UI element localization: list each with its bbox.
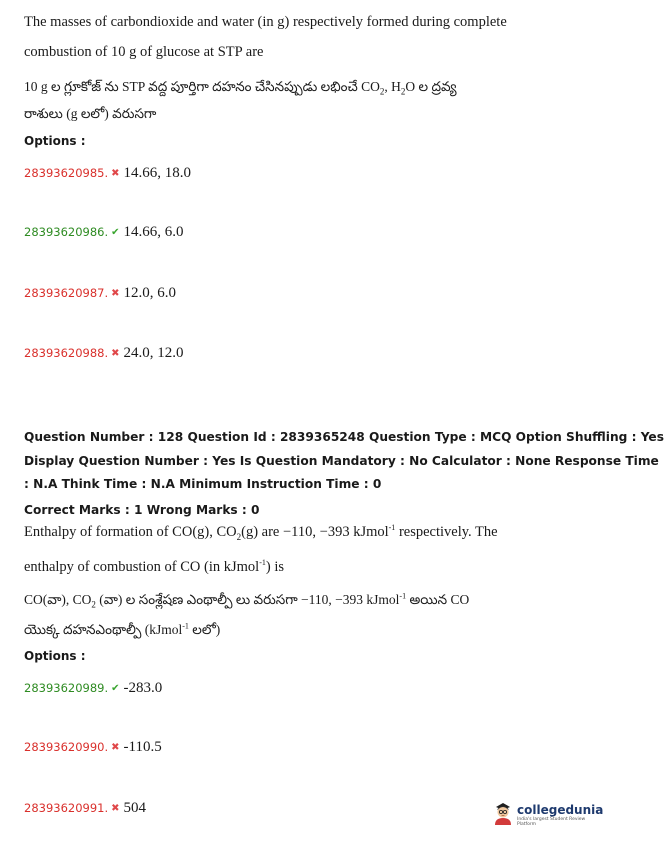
cross-mark-icon: ✖ bbox=[111, 288, 120, 299]
q1-telugu-segment: O ల ద్రవ్య bbox=[405, 79, 457, 94]
q1-telugu-subscript: 2 bbox=[379, 86, 385, 97]
option-value: -110.5 bbox=[123, 739, 162, 755]
q2-option-row bbox=[24, 680, 162, 697]
q1-text-line-1: The masses of carbondioxide and water (in g) respectively formed during complete bbox=[24, 14, 507, 30]
q1-telugu-segment: 10 g ల గ్లూకోజ్ ను STP వద్ద పూర్తిగా దహనం చేసినప్పుడు లభించే CO bbox=[24, 79, 380, 94]
option-id: 28393620989. bbox=[24, 681, 109, 695]
option-value: 14.66, 18.0 bbox=[123, 165, 192, 181]
q2-options-label: Options : bbox=[24, 649, 86, 663]
q2-meta-line-2: Display Question Number : Yes Is Question Mandatory : No Calculator : None Response Time bbox=[24, 454, 659, 468]
q1-option-row bbox=[24, 224, 184, 241]
q1-options-label: Options : bbox=[24, 134, 86, 148]
q1-option-row bbox=[24, 165, 191, 182]
check-mark-icon: ✔ bbox=[111, 683, 120, 694]
q2-telugu-superscript: -1 bbox=[399, 591, 407, 601]
q1-text-line-2: combustion of 10 g of glucose at STP are bbox=[24, 44, 264, 60]
q2-telugu-segment: అయిన CO bbox=[406, 592, 470, 607]
q1-telugu-subscript: 2 bbox=[400, 86, 406, 97]
q2-marks-line: Correct Marks : 1 Wrong Marks : 0 bbox=[24, 503, 260, 517]
q1-telugu-line-2: రాశులు (g లలో) వరుసగా bbox=[24, 106, 157, 121]
q2-text-segment: ) is bbox=[265, 559, 284, 575]
q2-text-superscript: -1 bbox=[259, 558, 266, 568]
q2-telugu-superscript: -1 bbox=[182, 621, 189, 631]
q2-meta-line-3: : N.A Think Time : N.A Minimum Instruction Time : 0 bbox=[24, 477, 382, 491]
student-avatar-icon bbox=[492, 798, 514, 831]
option-value: 14.66, 6.0 bbox=[123, 224, 184, 240]
q2-text-segment: (g) are −110, −393 kJmol bbox=[241, 524, 389, 540]
check-mark-icon: ✔ bbox=[111, 227, 120, 238]
option-value: 24.0, 12.0 bbox=[123, 345, 184, 361]
q1-telugu-segment: , H bbox=[384, 79, 401, 94]
option-id: 28393620985. bbox=[24, 166, 109, 180]
q2-text-line-1 bbox=[24, 524, 498, 541]
q2-text-segment: enthalpy of combustion of CO (in kJmol bbox=[24, 559, 260, 575]
option-value: -283.0 bbox=[123, 680, 163, 696]
q2-text-subscript: 2 bbox=[236, 531, 242, 542]
cross-mark-icon: ✖ bbox=[111, 742, 120, 753]
q2-option-row bbox=[24, 739, 162, 756]
q1-option-row bbox=[24, 285, 176, 302]
q1-option-row bbox=[24, 345, 184, 362]
q2-text-segment: Enthalpy of formation of CO(g), CO bbox=[24, 524, 237, 540]
cross-mark-icon: ✖ bbox=[111, 348, 120, 359]
q2-option-row bbox=[24, 800, 146, 817]
option-id: 28393620988. bbox=[24, 346, 109, 360]
option-value: 12.0, 6.0 bbox=[123, 285, 177, 301]
option-id: 28393620990. bbox=[24, 740, 109, 754]
q2-meta-line-1: Question Number : 128 Question Id : 2839365248 Question Type : MCQ Option Shuffling : Yes bbox=[24, 430, 664, 444]
q2-telugu-subscript: 2 bbox=[91, 599, 96, 610]
option-id: 28393620991. bbox=[24, 801, 109, 815]
q2-telugu-segment: యొక్క దహనఎంథాల్పీ (kJmol bbox=[24, 622, 183, 637]
q2-telugu-segment: CO(వా), CO bbox=[24, 592, 92, 607]
logo-tagline: India's largest Student Review Platform bbox=[517, 816, 586, 827]
q2-telugu-segment: (వా) ల సంశ్లేషణ ఎంథాల్పీ లు వరుసగా −110, −393 kJmol bbox=[95, 592, 400, 607]
collegedunia-logo bbox=[492, 798, 603, 831]
q1-telugu-line-1 bbox=[24, 79, 457, 98]
q2-telugu-line-1 bbox=[24, 592, 469, 611]
q2-text-superscript: -1 bbox=[388, 523, 396, 533]
cross-mark-icon: ✖ bbox=[111, 168, 120, 179]
q2-telugu-line-2 bbox=[24, 622, 220, 641]
q2-telugu-segment: లలో) bbox=[188, 622, 221, 637]
option-id: 28393620987. bbox=[24, 286, 109, 300]
option-value: 504 bbox=[123, 800, 147, 816]
q2-text-segment: respectively. The bbox=[395, 524, 498, 540]
cross-mark-icon: ✖ bbox=[111, 803, 120, 814]
logo-name: collegedunia bbox=[517, 802, 604, 817]
q2-text-line-2 bbox=[24, 559, 284, 576]
option-id: 28393620986. bbox=[24, 225, 109, 239]
